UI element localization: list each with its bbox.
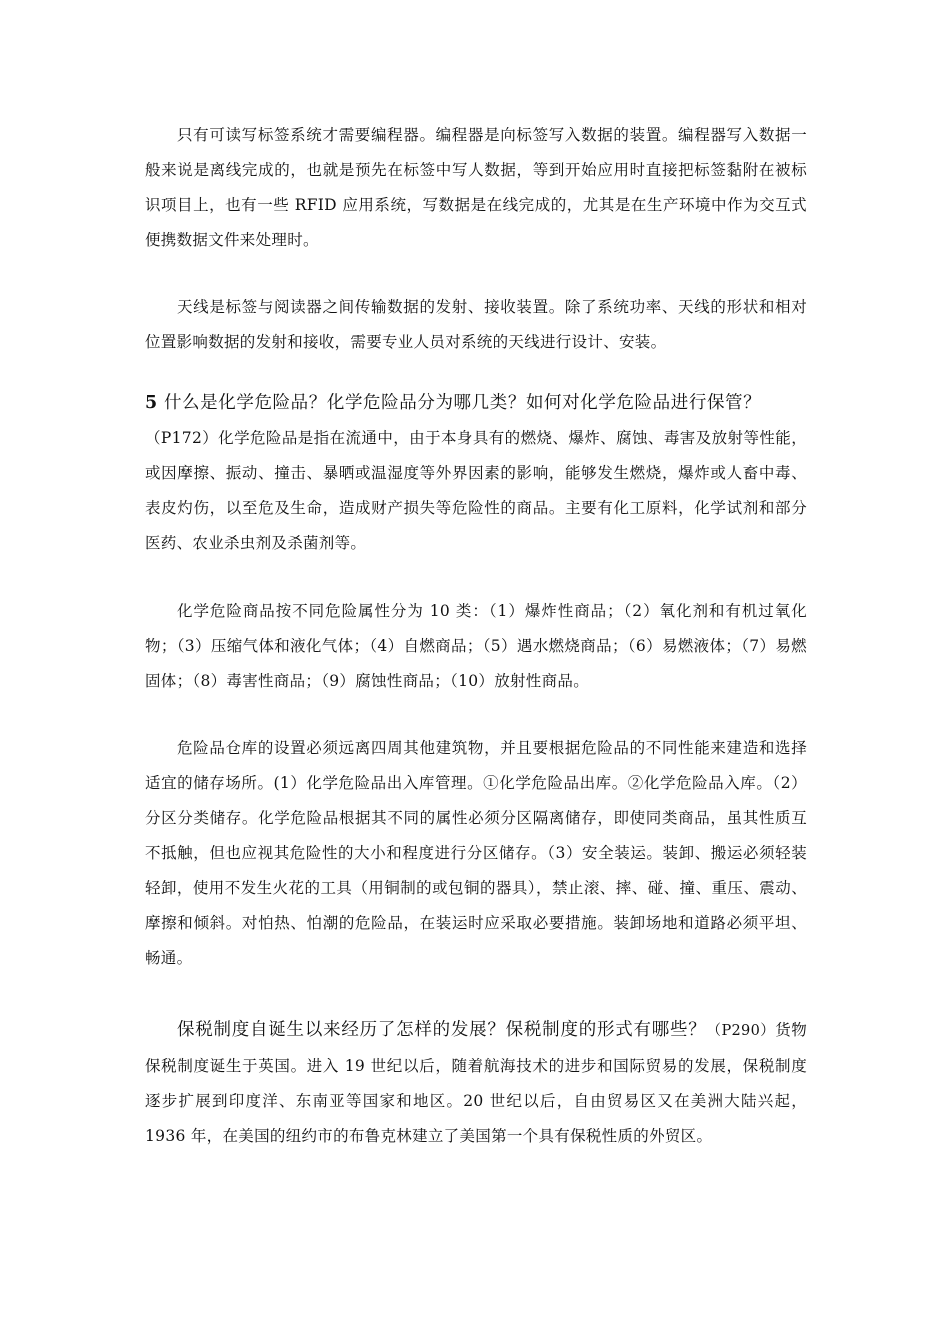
paragraph-hazard-categories: 化学危险商品按不同危险属性分为 10 类：（1）爆炸性商品；（2）氧化剂和有机过氧化物；（3）压缩气体和液化气体；（4）自燃商品；（5）遇水燃烧商品；（6）易燃液体；（7）易燃固体；（8）毒害性商品；（9）腐蚀性商品；（10）放射性商品。: [145, 602, 807, 690]
question-5-heading: [145, 393, 761, 413]
question-6-title: 保税制度自诞生以来经历了怎样的发展？保税制度的形式有哪些？: [177, 1020, 707, 1040]
question-6-answer: 货物保税制度诞生于英国。进入 19 世纪以后，随着航海技术的进步和国际贸易的发展，保税制度逐步扩展到印度洋、东南亚等国家和地区。20 世纪以后，自由贸易区又在美洲大陆兴起，1936 年，在美国的纽约市的布鲁克林建立了美国第一个具有保税性质的外贸区。: [145, 1021, 807, 1145]
paragraph-hazard-storage: 危险品仓库的设置必须远离四周其他建筑物，并且要根据危险品的不同性能来建造和选择适宜的储存场所。(1）化学危险品出入库管理。①化学危险品出库。②化学危险品入库。（2）分区分类储存。化学危险品根据其不同的属性必须分区隔离储存，即使同类商品，虽其性质互不抵触，但也应视其危险性的大小和程度进行分区储存。（3）安全装运。装卸、搬运必须轻装轻卸，使用不发生火花的工具（用铜制的或包铜的器具），禁止滚、摔、碰、撞、重压、震动、摩擦和倾斜。对怕热、怕潮的危险品，在装运时应采取必要措施。装卸场地和道路必须平坦、畅通。: [145, 739, 807, 967]
question-5-number: 5: [145, 393, 158, 413]
paragraph-programmer: 只有可读写标签系统才需要编程器。编程器是向标签写入数据的装置。编程器写入数据一般来说是离线完成的，也就是预先在标签中写人数据，等到开始应用时直接把标签黏附在被标识项目上，也有一些 RFID 应用系统，写数据是在线完成的，尤其是在生产环境中作为交互式便携数据文件来处理时。: [145, 126, 807, 249]
paragraph-antenna: 天线是标签与阅读器之间传输数据的发射、接收装置。除了系统功率、天线的形状和相对位置影响数据的发射和接收，需要专业人员对系统的天线进行设计、安装。: [145, 298, 807, 351]
question-6-block: [145, 1013, 807, 1154]
question-5-block: [145, 386, 807, 561]
question-5-answer: （P172）化学危险品是指在流通中，由于本身具有的燃烧、爆炸、腐蚀、毒害及放射等性能，或因摩擦、振动、撞击、暴晒或温湿度等外界因素的影响，能够发生燃烧，爆炸或人畜中毒、表皮灼伤，以至危及生命，造成财产损失等危险性的商品。主要有化工原料，化学试剂和部分医药、农业杀虫剂及杀菌剂等。: [145, 429, 807, 552]
question-6-page-ref: （P290）: [706, 1023, 776, 1039]
question-5-title: 什么是化学危险品？化学危险品分为哪几类？如何对化学危险品进行保管？: [157, 393, 762, 413]
